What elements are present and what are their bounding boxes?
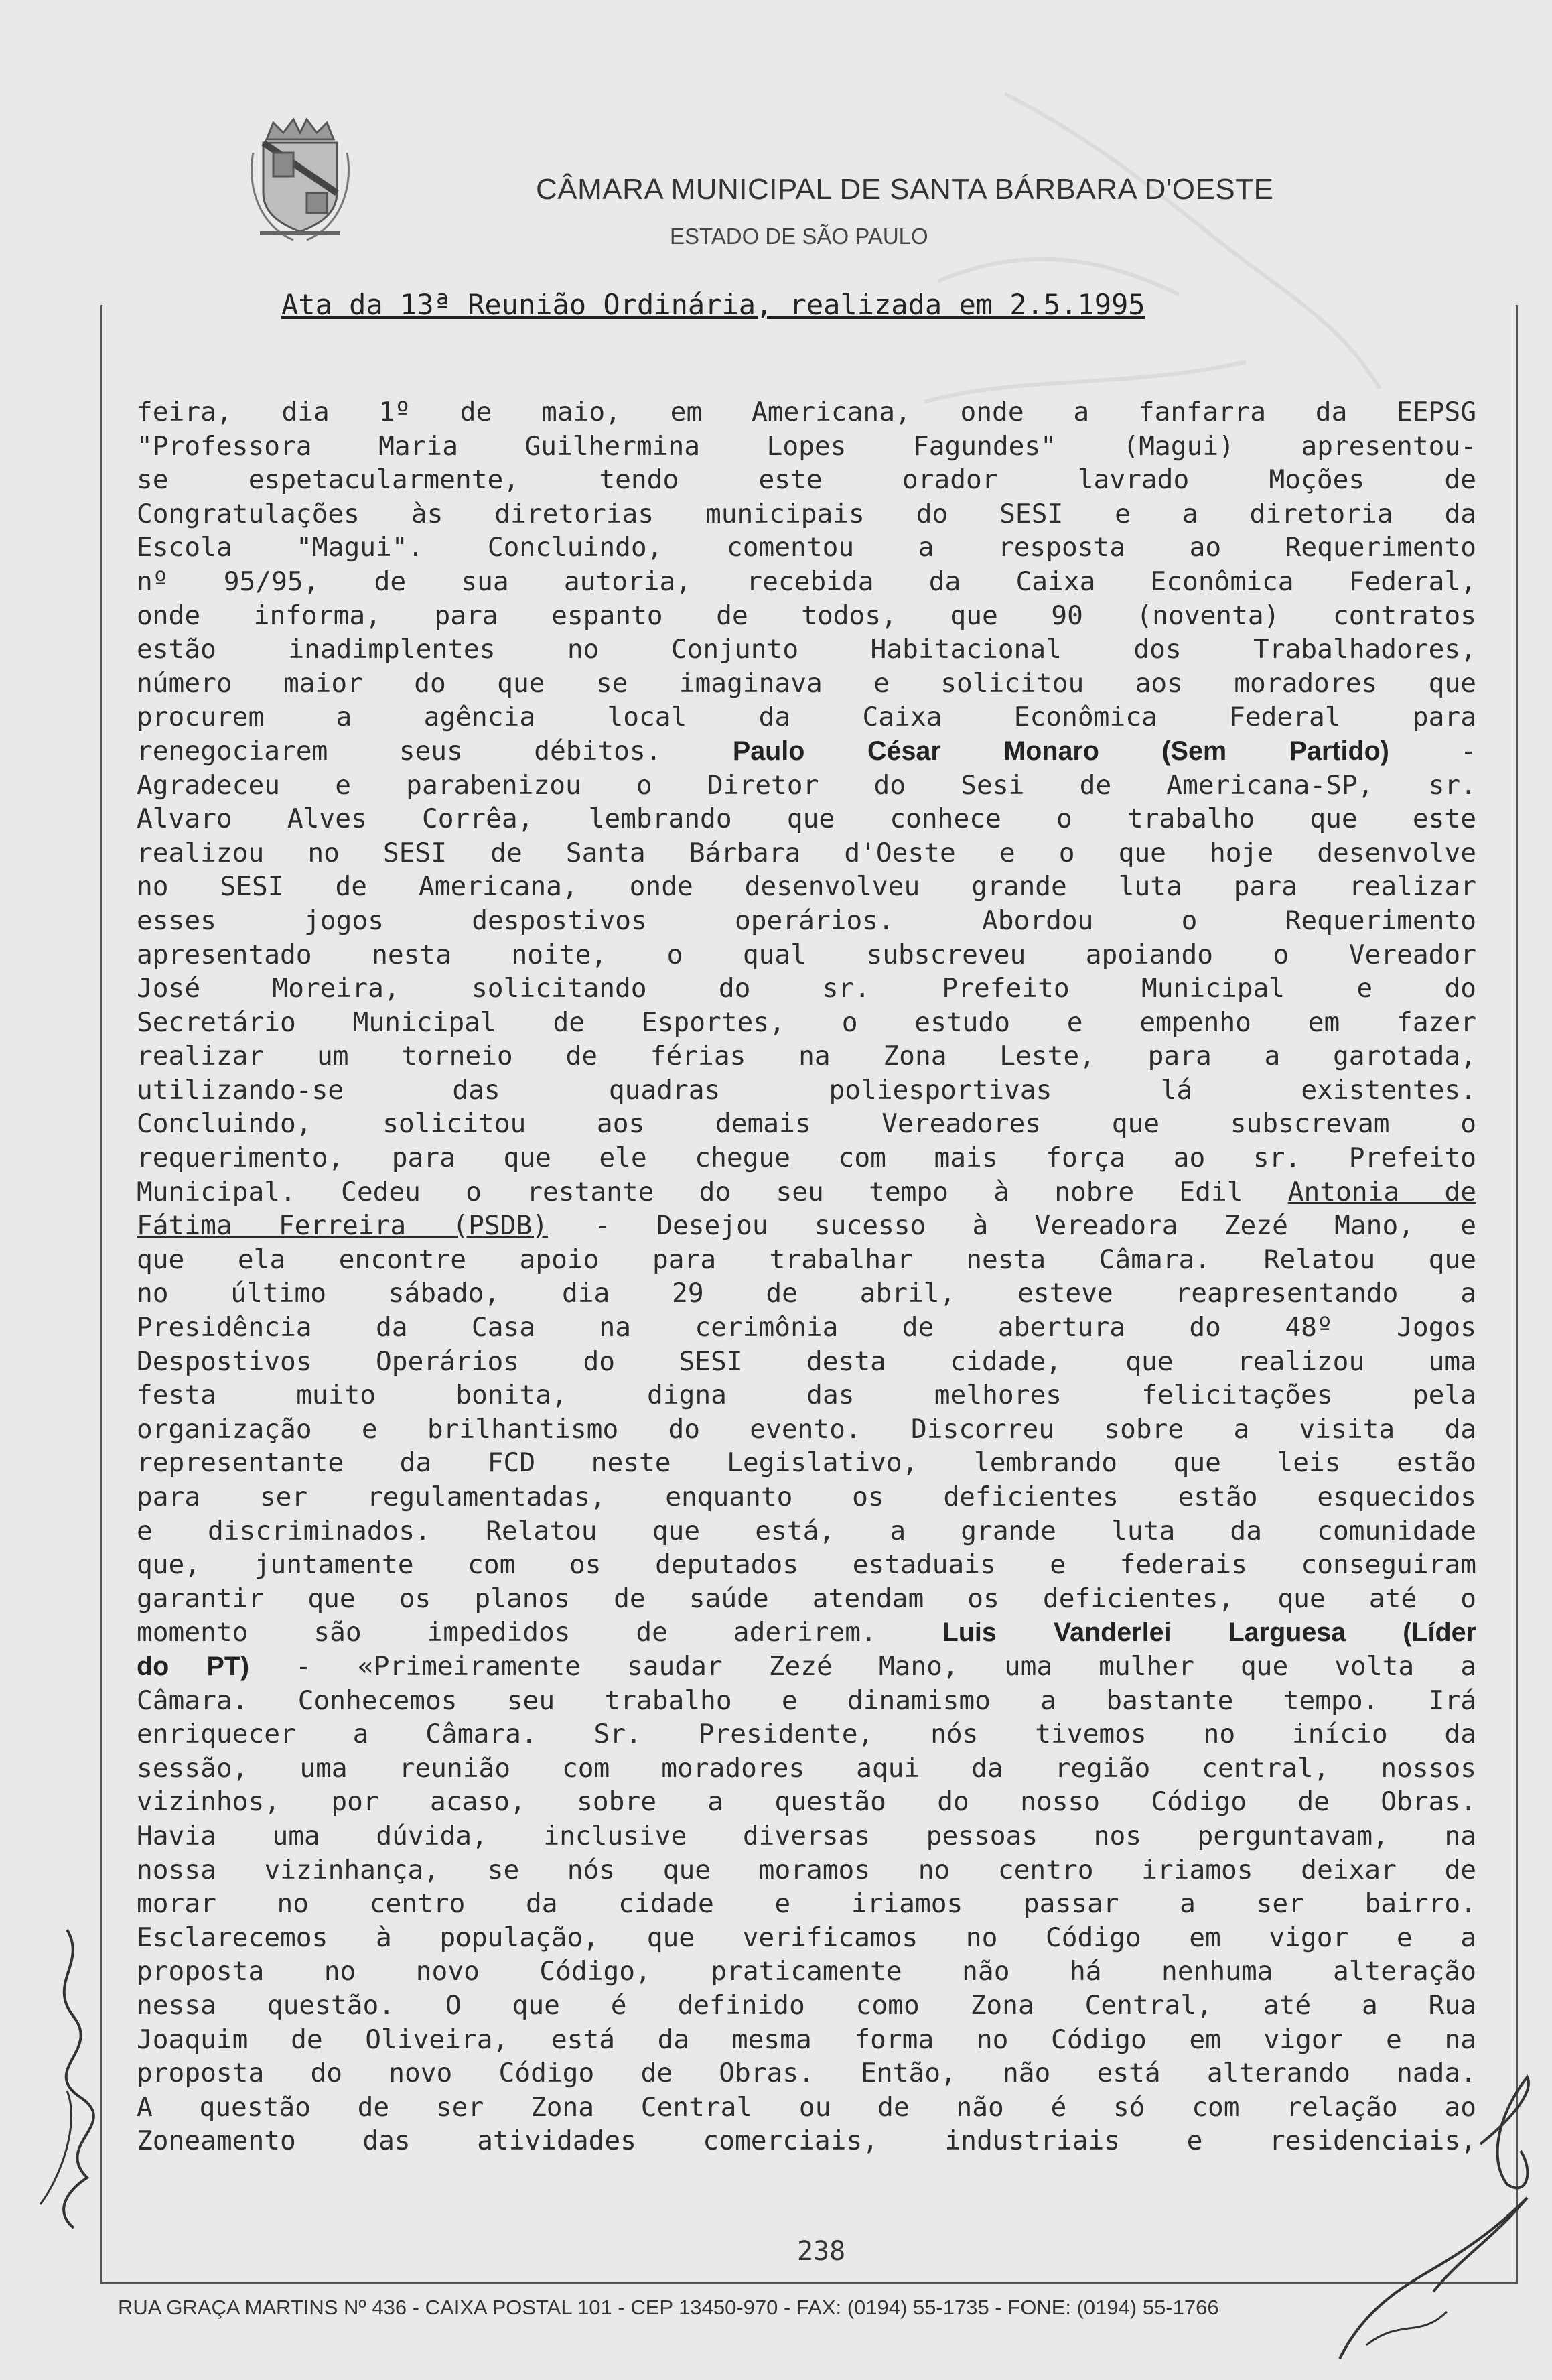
speaker-name: do PT) — [137, 1651, 250, 1681]
text-segment: Presidência da Casa na cerimônia de abertura do 48º Jogos — [137, 1312, 1476, 1343]
text-segment: nessa questão. O que é definido como Zona Central, até a Rua — [137, 1989, 1476, 2021]
text-segment: Congratulações às diretorias municipais do SESI e a diretoria da — [137, 498, 1476, 529]
footer-rule — [100, 2282, 1518, 2284]
text-segment: representante da FCD neste Legislativo, lembrando que leis estão — [137, 1447, 1476, 1479]
text-segment: Esclarecemos à população, que verificamos no Código em vigor e a — [137, 1922, 1476, 1953]
text-line — [137, 1785, 1476, 1819]
text-segment: Despostivos Operários do SESI desta cidade, que realizou uma — [137, 1345, 1476, 1377]
text-line — [137, 1175, 1476, 1209]
text-segment: Joaquim de Oliveira, está da mesma forma no Código em vigor e na — [137, 2024, 1476, 2055]
text-line — [137, 1989, 1476, 2023]
underlined-name: Antonia de — [1287, 1176, 1476, 1207]
text-segment: requerimento, para que ele chegue com mais força ao sr. Prefeito — [137, 1142, 1476, 1174]
municipal-coat-of-arms — [246, 113, 354, 247]
text-segment: Zoneamento das atividades comerciais, industriais e residenciais, — [137, 2125, 1476, 2157]
text-segment: nº 95/95, de sua autoria, recebida da Caixa Econômica Federal, — [137, 566, 1476, 597]
institution-name: CÂMARA MUNICIPAL DE SANTA BÁRBARA D'OESTE — [536, 173, 1274, 206]
text-segment: organização e brilhantismo do evento. Discorreu sobre a visita da — [137, 1413, 1476, 1445]
text-segment: - «Primeiramente saudar Zezé Mano, uma mulher que volta a — [249, 1650, 1476, 1682]
margin-signature-left — [27, 1923, 107, 2231]
text-line — [137, 2023, 1476, 2057]
text-line — [137, 1955, 1476, 1989]
text-line — [137, 700, 1476, 734]
text-segment: estão inadimplentes no Conjunto Habitacional dos Trabalhadores, — [137, 634, 1476, 665]
text-segment: vizinhos, por acaso, sobre a questão do nosso Código de Obras. — [137, 1786, 1476, 1818]
text-segment: número maior do que se imaginava e solicitou aos moradores que — [137, 667, 1476, 699]
text-segment: realizou no SESI de Santa Bárbara d'Oeste e o que hoje desenvolve — [137, 837, 1476, 868]
minutes-title: Ata da 13ª Reunião Ordinária, realizada em 2.5.1995 — [281, 288, 1145, 321]
text-line — [137, 599, 1476, 633]
text-line — [137, 1039, 1476, 1073]
text-segment: proposta do novo Código de Obras. Então, não está alterando nada. — [137, 2058, 1476, 2089]
text-line — [137, 1548, 1476, 1582]
text-segment: esses jogos despostivos operários. Abordou o Requerimento — [137, 905, 1476, 936]
text-line — [137, 1378, 1476, 1412]
text-line — [137, 1446, 1476, 1480]
text-segment: garantir que os planos de saúde atendam os deficientes, que até o — [137, 1583, 1476, 1614]
text-line — [137, 497, 1476, 531]
text-line — [137, 2056, 1476, 2091]
text-line — [137, 1751, 1476, 1786]
text-segment: Câmara. Conhecemos seu trabalho e dinamismo a bastante tempo. Irá — [137, 1684, 1476, 1716]
minutes-body — [137, 395, 1476, 2158]
text-segment: Municipal. Cedeu o restante do seu tempo à nobre Edil — [137, 1176, 1288, 1207]
text-line — [137, 870, 1476, 904]
text-line — [137, 1412, 1476, 1447]
text-segment: que ela encontre apoio para trabalhar nesta Câmara. Relatou que — [137, 1244, 1476, 1275]
text-segment: feira, dia 1º de maio, em Americana, onde a fanfarra da EEPSG — [137, 397, 1476, 427]
text-line — [137, 531, 1476, 565]
text-line — [137, 667, 1476, 701]
text-segment: Alvaro Alves Corrêa, lembrando que conhece o trabalho que este — [137, 803, 1476, 835]
text-line — [137, 1209, 1476, 1243]
text-line — [137, 1107, 1476, 1141]
text-line — [137, 1684, 1476, 1718]
text-line — [137, 734, 1476, 769]
text-segment: Concluindo, solicitou aos demais Vereadores que subscrevam o — [137, 1108, 1476, 1140]
text-line — [137, 1615, 1476, 1650]
text-line — [137, 1717, 1476, 1751]
text-line — [137, 1887, 1476, 1921]
text-segment: realizar um torneio de férias na Zona Leste, para a garotada, — [137, 1041, 1476, 1072]
text-segment: no SESI de Americana, onde desenvolveu grande luta para realizar — [137, 871, 1476, 903]
speaker-name: Paulo César Monaro (Sem Partido) — [732, 736, 1389, 766]
text-line — [137, 1650, 1476, 1684]
text-line — [137, 1853, 1476, 1888]
text-line — [137, 2124, 1476, 2158]
text-segment: se espetacularmente, tendo este orador lavrado Moções de — [137, 464, 1476, 496]
text-segment: proposta no novo Código, praticamente não há nenhuma alteração — [137, 1956, 1476, 1987]
text-line — [137, 1345, 1476, 1379]
text-line — [137, 1480, 1476, 1514]
state-name: ESTADO DE SÃO PAULO — [670, 224, 928, 249]
text-segment: A questão de ser Zona Central ou de não é só com relação ao — [137, 2091, 1476, 2123]
text-segment: para ser regulamentadas, enquanto os deficientes estão esquecidos — [137, 1481, 1476, 1512]
text-line — [137, 1311, 1476, 1345]
text-segment: Escola "Magui". Concluindo, comentou a resposta ao Requerimento — [137, 532, 1476, 564]
text-line — [137, 1243, 1476, 1277]
text-segment: "Professora Maria Guilhermina Lopes Fagundes" (Magui) apresentou- — [137, 430, 1476, 462]
text-segment: Agradeceu e parabenizou o Diretor do Sesi de Americana-SP, sr. — [137, 769, 1476, 801]
text-line — [137, 904, 1476, 938]
text-segment: enriquecer a Câmara. Sr. Presidente, nós tivemos no início da — [137, 1719, 1476, 1750]
text-line — [137, 1514, 1476, 1548]
text-segment: morar no centro da cidade e iriamos passar a ser bairro. — [137, 1888, 1476, 1920]
text-segment: Havia uma dúvida, inclusive diversas pessoas nos perguntavam, na — [137, 1820, 1476, 1851]
text-segment: que, juntamente com os deputados estaduais e federais conseguiram — [137, 1549, 1476, 1581]
text-segment: nossa vizinhança, se nós que moramos no centro iriamos deixar de — [137, 1854, 1476, 1886]
text-line — [137, 429, 1476, 464]
right-margin-rule — [1516, 305, 1518, 2282]
text-segment: no último sábado, dia 29 de abril, esteve reapresentando a — [137, 1278, 1476, 1309]
footer-address: RUA GRAÇA MARTINS Nº 436 - CAIXA POSTAL 101 - CEP 13450-970 - FAX: (0194) 55-1735 - FONE: (0194) 55-1766 — [118, 2296, 1219, 2319]
underlined-name: Fátima Ferreira (PSDB) — [137, 1210, 549, 1242]
text-line — [137, 769, 1476, 803]
text-line — [137, 1141, 1476, 1175]
text-line — [137, 1921, 1476, 1955]
text-segment: renegociarem seus débitos. — [137, 735, 733, 767]
text-segment: e discriminados. Relatou que está, a grande luta da comunidade — [137, 1515, 1476, 1546]
text-line — [137, 1276, 1476, 1311]
text-segment: apresentado nesta noite, o qual subscreveu apoiando o Vereador — [137, 939, 1476, 970]
text-segment: momento são impedidos de aderirem. — [137, 1617, 942, 1648]
speaker-name: Luis Vanderlei Larguesa (Líder — [942, 1617, 1476, 1648]
text-segment: sessão, uma reunião com moradores aqui da região central, nossos — [137, 1752, 1476, 1784]
text-line — [137, 565, 1476, 599]
text-line — [137, 395, 1476, 429]
text-line — [137, 2091, 1476, 2125]
text-line — [137, 1582, 1476, 1616]
margin-signature-right — [1326, 2064, 1541, 2372]
text-line — [137, 1073, 1476, 1108]
text-line — [137, 938, 1476, 972]
text-line — [137, 836, 1476, 870]
text-segment: - — [1389, 735, 1477, 767]
text-line — [137, 463, 1476, 497]
text-line — [137, 1819, 1476, 1853]
text-line — [137, 802, 1476, 836]
text-segment: utilizando-se das quadras poliesportivas lá existentes. — [137, 1074, 1476, 1106]
text-segment: - Desejou sucesso à Vereadora Zezé Mano, e — [548, 1210, 1476, 1242]
text-segment: onde informa, para espanto de todos, que 90 (noventa) contratos — [137, 600, 1476, 631]
page-number: 238 — [797, 2236, 846, 2267]
text-line — [137, 1006, 1476, 1040]
text-line — [137, 633, 1476, 667]
text-segment: Secretário Municipal de Esportes, o estudo e empenho em fazer — [137, 1006, 1476, 1038]
text-line — [137, 972, 1476, 1006]
text-segment: procurem a agência local da Caixa Econômica Federal para — [137, 702, 1476, 733]
text-segment: José Moreira, solicitando do sr. Prefeito Municipal e do — [137, 973, 1476, 1004]
text-segment: festa muito bonita, digna das melhores felicitações pela — [137, 1380, 1476, 1411]
